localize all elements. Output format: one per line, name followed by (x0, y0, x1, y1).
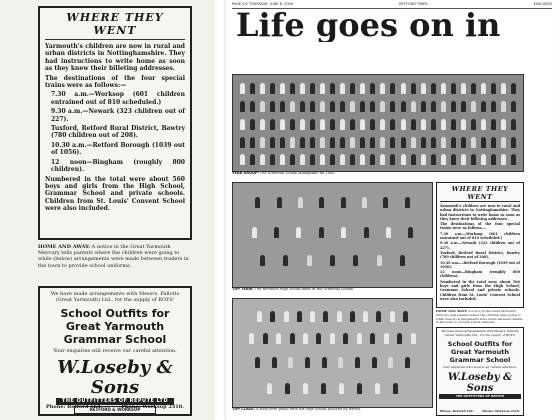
logo-band: THE OUTFITTERS OF REPUTE (439, 394, 521, 399)
caption-label: TOP CLASS: (232, 407, 255, 411)
box-paragraph: 9.30 a.m.—Newark (323 children out of 227). (440, 241, 520, 250)
box-heading: WHERE THEY WENT (440, 185, 520, 202)
phone-worksop: Phone: Worksop 2318. (121, 404, 184, 410)
box-heading: WHERE THEY WENT (45, 11, 185, 40)
logo-name: W.Loseby & Sons (57, 357, 173, 398)
home-text: A notice in the Great Yarmouth Mercury tells parents where the children were going to while (below) arrangements were made between traders in the town to provide school uniforms. (436, 310, 523, 325)
top-class-photo (232, 298, 433, 408)
box-paragraph: Tuxford, Retford Rural District, Bawtry (780 children out of 208). (51, 125, 185, 140)
advert-headline: School Outfits for Great Yarmouth Grammar School (60, 307, 170, 346)
photo-row (237, 83, 519, 94)
where-they-went-box (38, 6, 192, 240)
box-paragraph: Numbered in the total were about 560 boys and girls from the High School, Grammar School and private schools. Children from St. Louis' Convent School were also included. (440, 279, 520, 301)
advert-intro: We have made arrangements with Messrs. Pallotts (Great Yarmouth) Ltd., for the supply of BOYS' (50, 291, 180, 303)
year-group-photo (232, 74, 524, 172)
box-paragraph: Yarmouth's children are now in rural and urban districts in Nottinghamshire. They had instructions to write home as soon as they knew their billeting addresses. (45, 43, 185, 73)
box-paragraph: Yarmouth's children are now in rural and urban districts in Nottinghamshire. They had instructions to write home as soon as they knew their billeting addresses. (440, 204, 520, 221)
top-class-caption (232, 407, 431, 412)
photo-row (247, 197, 418, 208)
photo-row (251, 255, 414, 266)
logo-band-towns: RETFORD & WORKSOP (74, 406, 156, 414)
box-paragraph: 10.30 a.m.—Retford Borough (1039 out of 1056). (440, 260, 521, 269)
home-heading: HOME AND AWAY: (436, 310, 468, 313)
box-paragraph: 7.30 a.m.—Worksop (601 children entrained out of 810 scheduled.) (440, 231, 520, 241)
year-group-caption (232, 171, 522, 176)
box-paragraph: 12 noon—Bingham (roughly 800 children). (440, 270, 520, 279)
box-paragraph: 10.30 a.m.—Retford Borough (1039 out of 1056). (51, 141, 185, 157)
advert-headline: School Outfits for Great Yarmouth Grammar School (447, 339, 513, 364)
logo-ltd: LTD (156, 398, 169, 404)
box-paragraph: 7.30 a.m.—Worksop (601 children entrained out of 810 scheduled.) (51, 91, 185, 106)
box-paragraph: Numbered in the total were about 560 boys and girls from the High School, Grammar School and private schools. Children from St. Louis' Convent School were also included. (45, 175, 185, 213)
photo-row (237, 119, 519, 130)
top-team-caption (232, 287, 431, 292)
logo-name: W.Loseby & Sons (447, 372, 513, 395)
photo-row (249, 357, 416, 373)
outfitters-advert-reprint (436, 327, 524, 416)
caption-text: The Yarmouth High School team at the Grammar School. (254, 287, 355, 291)
photo-row (245, 333, 420, 344)
scanned-clipping (0, 0, 215, 420)
home-text: A notice in the Great Yarmouth Mercury tells parents where the children were going to while (below) arrangements were made between traders in the town to provide school uniforms. (38, 244, 189, 269)
box-paragraph: The destinations of the four special trains were as follows:— (45, 74, 185, 90)
advert-intro: We have made arrangements with Messrs. Pallotts (Great Yarmouth) Ltd., for the supply of BOYS' (441, 329, 519, 337)
top-team-photo (232, 182, 433, 288)
page-section: EVACUEES (533, 2, 552, 6)
photo-row (237, 154, 519, 165)
photo-row (243, 227, 422, 243)
box-paragraph: The destinations of the four special trains were as follows:— (440, 222, 520, 231)
caption-label: YEAR GROUP: (232, 171, 259, 175)
advert-phones (440, 409, 520, 413)
outfitters-advert (38, 286, 192, 416)
home-and-away-caption (38, 244, 192, 280)
advert-phones (46, 404, 184, 410)
home-heading: HOME AND AWAY: (38, 244, 91, 250)
home-and-away-caption-reprint (436, 310, 524, 326)
caption-text: The Grammar School photograph for 1940. (260, 171, 336, 175)
phone-worksop: Phone: Worksop 2318. (482, 409, 520, 413)
advert-note: Your enquiries will receive our careful attention. (53, 348, 177, 354)
page-headline: Life goes on in (236, 8, 501, 42)
photo-row (237, 137, 519, 148)
photo-row (261, 383, 404, 394)
photo-row (253, 311, 412, 322)
caption-text: A sixth form group from the High School pictured by Harrys. (256, 407, 362, 411)
where-they-went-box-reprint (436, 182, 524, 308)
box-paragraph: 12 noon—Bingham (roughly 800 children). (51, 158, 185, 174)
page-date: PAGE 0/2 THURSDAY, JUNE 8, 2000 (232, 2, 294, 6)
phone-retford: Phone: Retford 164. (46, 404, 103, 410)
caption-label: TOP TEAM: (232, 287, 254, 291)
logo-band-text: THE OUTFITTERS OF REPUTE (61, 398, 155, 404)
box-paragraph: 9.30 a.m.—Newark (323 children out of 227). (51, 108, 185, 123)
photo-row (237, 101, 519, 112)
phone-retford: Phone: Retford 164. (440, 409, 474, 413)
box-paragraph: Tuxford, Retford Rural District, Bawtry (780 children out of 208). (440, 250, 520, 260)
page-masthead: RETFORD TIMES (399, 2, 428, 6)
advert-note: Your enquiries will receive our careful attention. (443, 364, 517, 369)
